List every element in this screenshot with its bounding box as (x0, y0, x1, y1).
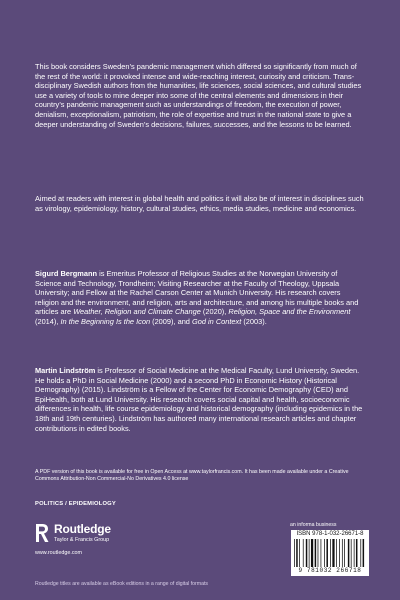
book-title: Religion, Space and the Environment (228, 307, 351, 317)
book-title: God in Context (191, 316, 242, 326)
barcode-icon (294, 539, 366, 567)
informa-tagline: an informa business (290, 522, 337, 528)
publisher-logo (35, 519, 195, 559)
bio-text: is Emeritus Professor of Religious Studies at the Norwegian University of Science and Technology, Trondheim; Visiting Researcher at the Faculty of Theology, Uppsala University; and Fellow at the Rachel Carson Center at Munich University. His research covers religion and the environment, and religion, arts and architecture, and among his multiple books and articles are (35, 269, 359, 317)
ebook-notice: Routledge titles are available as eBook editions in a range of digital formats (35, 581, 209, 587)
publisher-url: www.routledge.com (35, 550, 83, 556)
author-name: Martin Lindström (35, 366, 96, 375)
blurb-paragraph-1: This book considers Sweden’s pandemic management which differed so significantly from much of the rest of the world: it provoked intense and wide-reaching interest, curiosity and criticism. Trans-disciplinary Swedish authors from the humanities, life sciences, social sciences, and cultural studies use a variety of tools to mine deeper into some of the central elements and dimensions in their country’s pandemic management such as understandings of freedom, the execution of power, denialism, exceptionalism, patriotism, the role of expertise and trust in the national state to give a deeper understanding of Sweden’s decisions, failures, successes, and the lessons to be learned. (35, 62, 362, 129)
barcode-digits: 9 781032 266718 (298, 567, 362, 574)
publisher-group: Taylor & Francis Group (54, 537, 110, 543)
bio-text: (2003). (241, 316, 267, 326)
bio-text: is Professor of Social Medicine at the Medical Faculty, Lund University, Sweden. He holds a PhD in Social Medicine (2000) and a second PhD in Economic History (Historical Demography) (2015). Lindström is a Fellow of the Center for Economic Demography (CED) and EpiHealth, both at Lund University. His research covers social capital and health, socioeconomic differences in health, life course epidemiology and historical demography (including epidemics in the 18th and 19th centuries). Lindström has authored many international research articles and chapter contributions in edited books. (35, 366, 363, 433)
author-bio-bergmann (35, 269, 365, 327)
bio-text: (2014), (35, 316, 61, 326)
blurb-paragraph-2: Aimed at readers with interest in global health and politics it will also be of interest in disciplines such as virology, epidemiology, history, cultural studies, ethics, media studies, medicine and economics. (35, 194, 364, 213)
book-title: Weather, Religion and Climate Change (73, 307, 201, 317)
bio-text: (2009), and (150, 316, 192, 326)
isbn-number: ISBN 978-1-032-26671-8 (296, 531, 364, 537)
open-access-notice: A PDF version of this book is available for free in Open Access at www.taylorfrancis.com. It has been made available under a Creative Commons Attribution-Non Commercial-No Derivatives 4.0 license (35, 469, 349, 483)
isbn-barcode (291, 530, 369, 576)
author-bio-lindstrom (35, 366, 365, 433)
routledge-r-icon (35, 523, 49, 543)
author-name: Sigurd Bergmann (35, 269, 98, 278)
publisher-name: Routledge (54, 522, 111, 536)
bio-text: (2020), (200, 307, 229, 317)
subject-category: POLITICS / EPIDEMIOLOGY (35, 501, 116, 507)
book-title: In the Beginning Is the Icon (60, 316, 151, 326)
